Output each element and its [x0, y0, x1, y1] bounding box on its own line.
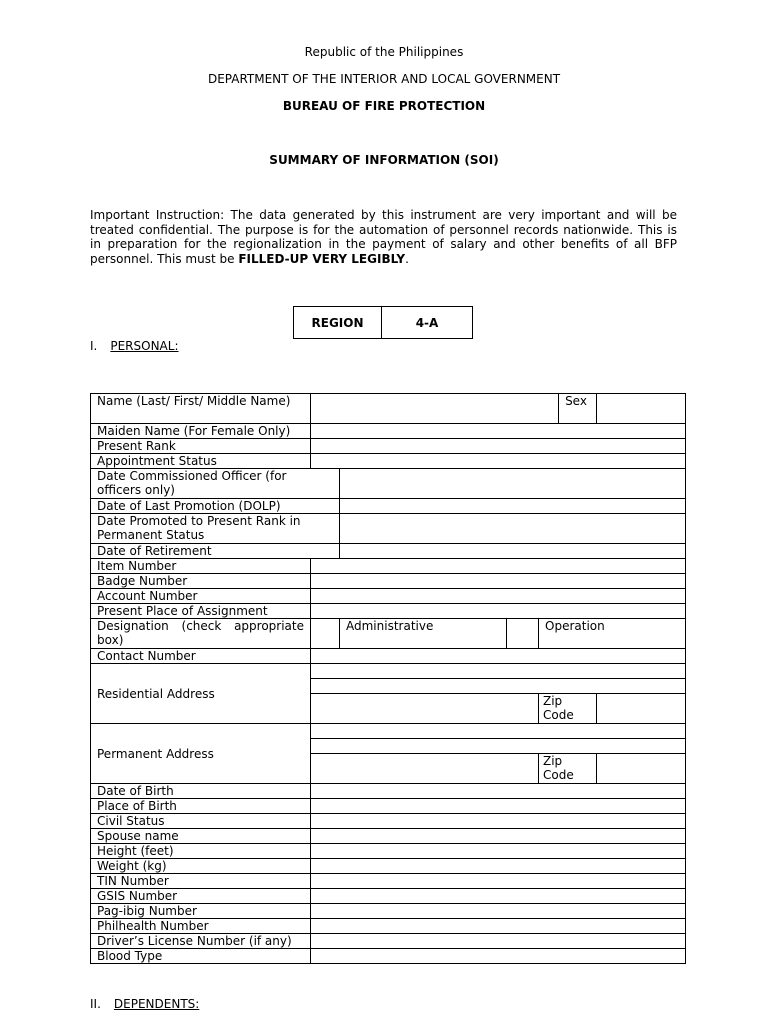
field-input-dolp[interactable]: [340, 499, 686, 514]
header-republic: Republic of the Philippines: [304, 45, 464, 59]
field-input-commissioned[interactable]: [340, 469, 686, 499]
section-personal: [90, 339, 179, 353]
checkbox-administrative[interactable]: [311, 619, 340, 649]
field-label-civil: Civil Status: [91, 814, 311, 829]
form-row-weight: [91, 859, 686, 874]
field-input-zip-residential[interactable]: [597, 694, 686, 724]
important-instruction: [90, 208, 677, 266]
header-department: DEPARTMENT OF THE INTERIOR AND LOCAL GOVERNMENT: [207, 72, 561, 86]
field-input-tin[interactable]: [311, 874, 686, 889]
field-label-account: Account Number: [91, 589, 311, 604]
checkbox-operation[interactable]: [507, 619, 539, 649]
field-input-item[interactable]: [311, 559, 686, 574]
field-label-gsis: GSIS Number: [91, 889, 311, 904]
form-row-tin: [91, 874, 686, 889]
field-input-residential-line3[interactable]: [311, 694, 539, 724]
field-input-zip-permanent[interactable]: [597, 754, 686, 784]
field-label-promoted: Date Promoted to Present Rank in Permanent Status: [91, 514, 340, 544]
form-row-commissioned: [91, 469, 686, 499]
document-title: SUMMARY OF INFORMATION (SOI): [269, 153, 499, 167]
field-input-maiden[interactable]: [311, 424, 686, 439]
field-input-appointment[interactable]: [311, 454, 686, 469]
form-row-designation: [91, 619, 686, 649]
region-value[interactable]: 4-A: [382, 307, 473, 339]
field-label-zip-permanent: Zip Code: [539, 754, 597, 784]
form-row-assignment: [91, 604, 686, 619]
field-label-weight: Weight (kg): [91, 859, 311, 874]
field-input-promoted[interactable]: [340, 514, 686, 544]
form-row-height: [91, 844, 686, 859]
form-row-philhealth: [91, 919, 686, 934]
field-label-dolp: Date of Last Promotion (DOLP): [91, 499, 340, 514]
field-input-gsis[interactable]: [311, 889, 686, 904]
field-input-civil[interactable]: [311, 814, 686, 829]
field-input-permanent-line3[interactable]: [311, 754, 539, 784]
section-dependents-number: II.: [90, 997, 101, 1011]
field-label-retirement: Date of Retirement: [91, 544, 340, 559]
form-row-civil: [91, 814, 686, 829]
form-row-contact: [91, 649, 686, 664]
form-row-pagibig: [91, 904, 686, 919]
field-label-item: Item Number: [91, 559, 311, 574]
field-label-spouse: Spouse name: [91, 829, 311, 844]
form-row-badge: [91, 574, 686, 589]
form-row-promoted: [91, 514, 686, 544]
form-row-gsis: [91, 889, 686, 904]
instruction-text: Important Instruction: The data generated by this instrument are very important and will be treated confidential. The purpose is for the automation of personnel records nationwide. This is in preparation for the regionalization in the payment of salary and other benefits of all BFP personnel. This must be: [90, 208, 677, 266]
field-input-name[interactable]: [311, 394, 559, 424]
form-row-maiden: [91, 424, 686, 439]
field-input-residential-line2[interactable]: [311, 679, 686, 694]
field-label-assignment: Present Place of Assignment: [91, 604, 311, 619]
form-row-pob: [91, 799, 686, 814]
field-input-permanent-line1[interactable]: [311, 724, 686, 739]
field-input-residential-line1[interactable]: [311, 664, 686, 679]
instruction-end: .: [405, 251, 409, 266]
field-label-height: Height (feet): [91, 844, 311, 859]
form-row-account: [91, 589, 686, 604]
form-row-blood: [91, 949, 686, 964]
field-input-rank[interactable]: [311, 439, 686, 454]
field-input-permanent-line2[interactable]: [311, 739, 686, 754]
field-label-zip-residential: Zip Code: [539, 694, 597, 724]
field-input-spouse[interactable]: [311, 829, 686, 844]
field-label-philhealth: Philhealth Number: [91, 919, 311, 934]
field-input-weight[interactable]: [311, 859, 686, 874]
field-input-blood[interactable]: [311, 949, 686, 964]
section-personal-title: PERSONAL:: [110, 339, 179, 353]
form-row-dolp: [91, 499, 686, 514]
field-label-appointment: Appointment Status: [91, 454, 311, 469]
form-row-name: [91, 394, 686, 424]
region-box: [293, 306, 473, 339]
form-row-rank: [91, 439, 686, 454]
field-label-dob: Date of Birth: [91, 784, 311, 799]
field-label-permanent: Permanent Address: [91, 724, 311, 784]
field-label-commissioned: Date Commissioned Officer (for officers only): [91, 469, 340, 499]
section-personal-number: I.: [90, 339, 98, 353]
form-row-item: [91, 559, 686, 574]
field-input-badge[interactable]: [311, 574, 686, 589]
field-input-pagibig[interactable]: [311, 904, 686, 919]
field-input-pob[interactable]: [311, 799, 686, 814]
field-input-height[interactable]: [311, 844, 686, 859]
form-row-residential-1: [91, 664, 686, 679]
form-row-appointment: [91, 454, 686, 469]
field-label-designation: Designation (check appropriate box): [91, 619, 311, 649]
field-input-philhealth[interactable]: [311, 919, 686, 934]
field-input-assignment[interactable]: [311, 604, 686, 619]
form-row-license: [91, 934, 686, 949]
field-label-tin: TIN Number: [91, 874, 311, 889]
form-row-retirement: [91, 544, 686, 559]
instruction-emphasis: FILLED-UP VERY LEGIBLY: [238, 251, 406, 266]
region-label: REGION: [294, 307, 382, 339]
field-label-sex: Sex: [559, 394, 597, 424]
personal-info-form: [90, 393, 686, 964]
section-dependents: [90, 997, 199, 1011]
form-row-spouse: [91, 829, 686, 844]
form-row-permanent-1: [91, 724, 686, 739]
field-input-account[interactable]: [311, 589, 686, 604]
field-input-dob[interactable]: [311, 784, 686, 799]
field-label-badge: Badge Number: [91, 574, 311, 589]
field-label-contact: Contact Number: [91, 649, 311, 664]
field-input-retirement[interactable]: [340, 544, 686, 559]
option-label-operation: Operation: [539, 619, 686, 649]
field-label-pob: Place of Birth: [91, 799, 311, 814]
field-label-blood: Blood Type: [91, 949, 311, 964]
field-label-pagibig: Pag-ibig Number: [91, 904, 311, 919]
section-dependents-title: DEPENDENTS:: [113, 997, 200, 1011]
option-label-administrative: Administrative: [340, 619, 507, 649]
field-input-contact[interactable]: [311, 649, 686, 664]
field-label-name: Name (Last/ First/ Middle Name): [91, 394, 311, 424]
field-input-sex[interactable]: [597, 394, 686, 424]
form-row-dob: [91, 784, 686, 799]
field-label-license: Driver’s License Number (if any): [91, 934, 311, 949]
field-input-license[interactable]: [311, 934, 686, 949]
field-label-rank: Present Rank: [91, 439, 311, 454]
header-bureau: BUREAU OF FIRE PROTECTION: [282, 99, 486, 113]
field-label-maiden: Maiden Name (For Female Only): [91, 424, 311, 439]
field-label-residential: Residential Address: [91, 664, 311, 724]
